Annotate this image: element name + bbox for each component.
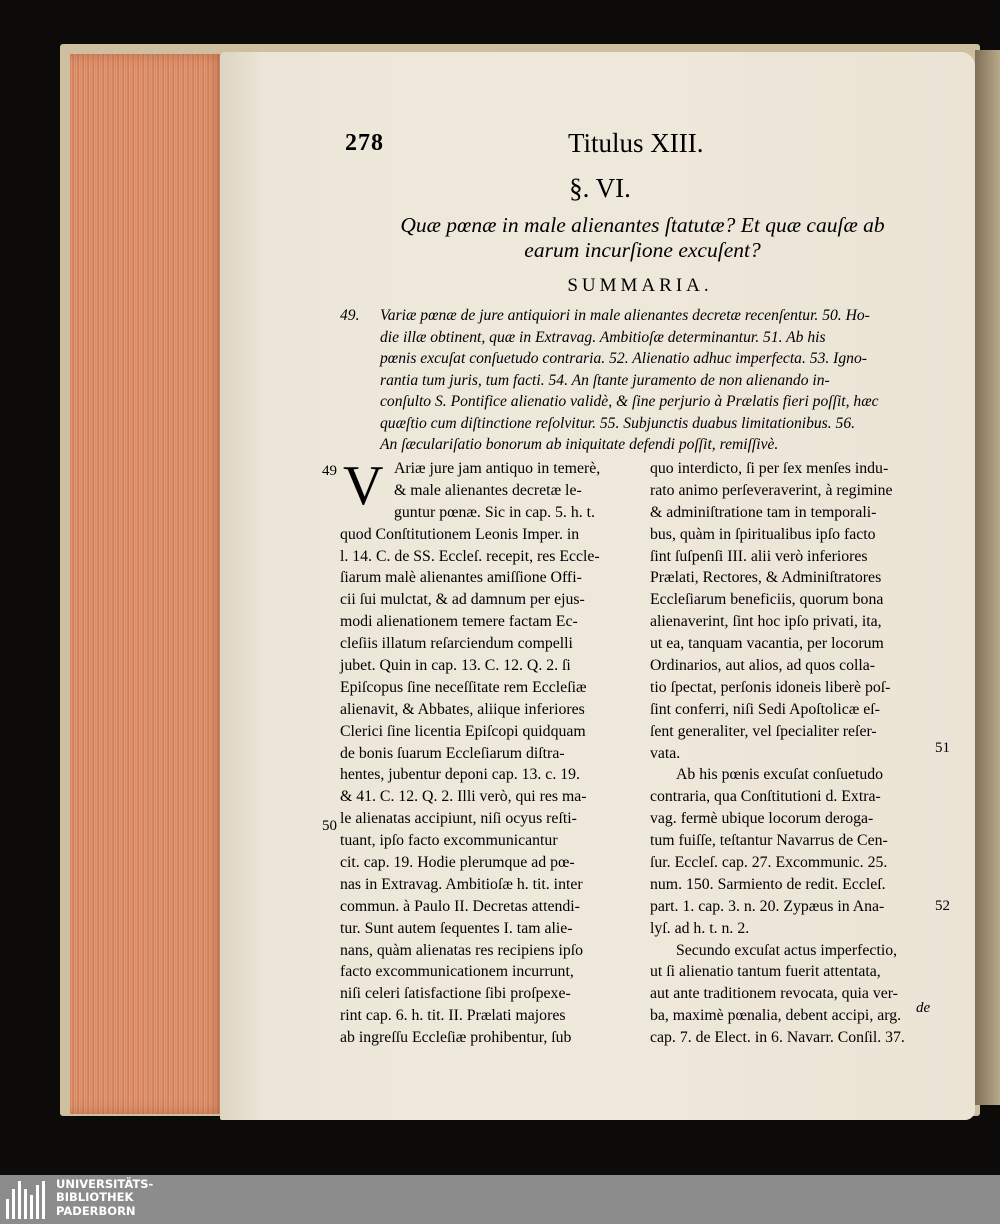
body-line: ab ingreſſu Eccleſiæ prohibentur, ſub [340, 1029, 572, 1047]
body-line: l. 14. C. de SS. Eccleſ. recepit, res Eccle- [340, 547, 600, 565]
summaria-line: pœnis excuſat conſuetudo contraria. 52. Alienatio adhuc imperfecta. 53. Igno- [380, 350, 867, 367]
body-line: nans, quàm alienatas res recipiens ipſo [340, 941, 584, 959]
body-line: tio ſpectat, perſonis idoneis liberè poſ- [650, 678, 891, 696]
body-line: rato animo perſeveraverint, à regimine [650, 481, 893, 499]
catchword: de [916, 1000, 931, 1016]
body-line: tuant, ipſo facto excommunicantur [340, 832, 558, 850]
summaria-line: die illæ obtinent, quæ in Extravag. Ambitioſæ determinantur. 51. Ab his [380, 328, 826, 346]
body-line: commun. à Paulo II. Decretas attendi- [340, 897, 580, 915]
body-line: & 41. C. 12. Q. 2. Illi verò, qui res ma- [340, 788, 587, 806]
body-line: Secundo excuſat actus imperfectio, [676, 941, 898, 959]
section-question-line: Quæ pœnæ in male alienantes ſtatutæ? Et quæ cauſæ ab [400, 213, 885, 237]
drop-cap: V [343, 455, 384, 517]
body-line: Clerici ſine licentia Epiſcopi quidquam [340, 722, 586, 740]
body-line: ſiarum malè alienantes amiſſione Offi- [340, 569, 582, 587]
body-line: cit. cap. 19. Hodie plerumque ad pœ- [340, 854, 575, 872]
library-name-line: PADERBORN [56, 1203, 136, 1218]
library-name [56, 1178, 153, 1218]
section-question-line: earum incurſione excuſent? [524, 238, 761, 262]
body-line: hentes, jubentur deponi cap. 13. c. 19. [340, 766, 580, 784]
body-line: tum fuiſſe, teſtantur Navarrus de Cen- [650, 832, 888, 850]
summaria-line: An ſæculariſatio bonorum ab iniquitate defendi poſſit, remiſſivè. [380, 436, 779, 453]
body-line: bus, quàm in ſpiritualibus ipſo facto [650, 525, 876, 543]
body-line: ut ſi alienatio tantum fuerit attentata, [650, 963, 881, 981]
body-line: tur. Sunt autem ſequentes I. tam alie- [340, 919, 573, 937]
body-line: niſi celeri ſatisfactione ſibi proſpexe- [340, 985, 571, 1003]
section-question [345, 213, 940, 263]
body-line: ut ea, tanquam vacantia, per locorum [650, 635, 884, 653]
body-line: Ariæ jure jam antiquo in temerè, [394, 460, 601, 477]
body-line: ſur. Eccleſ. cap. 27. Excommunic. 25. [650, 854, 888, 872]
library-name-line: BIBLIOTHEK [56, 1190, 134, 1205]
body-line: Prælati, Rectores, & Adminiſtratores [650, 569, 882, 587]
section-heading: §. VI. [569, 173, 631, 203]
summaria-paragraph [340, 305, 938, 456]
body-line: alienavit, & Abbates, aliique inferiores [340, 700, 585, 718]
library-barcode-icon [6, 1181, 54, 1219]
summaria-line: rantia tum juris, tum facti. 54. An ſtante juramento de non alienando in- [380, 371, 830, 389]
body-line: quo interdicto, ſi per ſex menſes indu- [650, 460, 889, 477]
body-line: Ab his pœnis excuſat conſuetudo [676, 766, 884, 784]
body-line: vata. [650, 744, 681, 762]
summaria-start-number: 49. [340, 307, 360, 324]
facing-page-edge [975, 50, 1000, 1105]
running-title: Titulus XIII. [568, 128, 704, 158]
body-line: quod Conſtitutionem Leonis Imper. in [340, 525, 580, 543]
right-text-column [650, 458, 936, 1049]
body-line: aut ante traditionem revocata, quia ver- [650, 985, 898, 1003]
body-line: cii ſui mulctat, & ad damnum per ejus- [340, 591, 585, 609]
body-line: ſint ſuſpenſi III. alii verò inferiores [650, 547, 868, 565]
body-line: part. 1. cap. 3. n. 20. Zypæus in Ana- [650, 897, 885, 915]
body-line: rint cap. 6. h. tit. II. Prælati majores [340, 1007, 566, 1025]
body-line: ſent generaliter, vel ſpecialiter reſer- [650, 722, 877, 740]
body-line: Epiſcopus ſine neceſſitate rem Eccleſiæ [340, 678, 587, 696]
margin-number-52: 52 [935, 898, 950, 914]
body-line: & male alienantes decretæ le- [394, 481, 582, 499]
body-line: cleſiis illatum reſarciendum compelli [340, 635, 573, 653]
library-name-line: UNIVERSITÄTS- [56, 1177, 154, 1191]
margin-number-51: 51 [935, 740, 950, 756]
body-line: num. 150. Sarmiento de redit. Eccleſ. [650, 875, 886, 893]
body-line: cap. 7. de Elect. in 6. Navarr. Conſil. 37. [650, 1029, 905, 1047]
body-line: vag. fermè ubique locorum deroga- [650, 810, 874, 828]
body-line: jubet. Quin in cap. 13. C. 12. Q. 2. ſi [340, 657, 571, 675]
body-line: alienaverint, ſint hoc ipſo privati, ita, [650, 613, 882, 631]
body-line: facto excommunicationem incurrunt, [340, 963, 574, 981]
page-block-edge [70, 54, 226, 1114]
body-line: ſint conferri, niſi Sedi Apoſtolicæ eſ- [650, 700, 880, 718]
summaria-heading: SUMMARIA. [567, 275, 713, 296]
summaria-line: Variæ pœnæ de jure antiquiori in male alienantes decretæ recenſentur. 50. Ho- [380, 307, 870, 324]
body-line: ba, maximè pœnalia, debent accipi, arg. [650, 1007, 902, 1025]
body-line: lyſ. ad h. t. n. 2. [650, 919, 750, 937]
margin-number-49: 49 [322, 463, 337, 479]
summaria-line: quæſtio cum diſtinctione reſolvitur. 55. Subjunctis duabus limitationibus. 56. [380, 414, 856, 432]
body-line: de bonis ſuarum Eccleſiarum diſtra- [340, 744, 565, 762]
body-line: guntur pœnæ. Sic in cap. 5. h. t. [394, 503, 595, 521]
body-line: contraria, qua Conſtitutioni d. Extra- [650, 788, 881, 806]
body-line: Ordinarios, aut alios, ad quos colla- [650, 657, 876, 675]
margin-number-50: 50 [322, 818, 337, 834]
body-line: Eccleſiarum beneficiis, quorum bona [650, 591, 884, 609]
body-line: & adminiſtratione tam in temporali- [650, 503, 877, 521]
body-line: nas in Extravag. Ambitioſæ h. tit. inter [340, 875, 583, 893]
summaria-line: conſulto S. Pontifice alienatio validè, & ſine perjurio à Prælatis fieri poſſit, hæc [380, 393, 879, 410]
body-line: modi alienationem temere factam Ec- [340, 613, 578, 631]
page-number: 278 [345, 130, 384, 156]
body-line: le alienatas accipiunt, niſi ocyus reſti- [340, 810, 577, 828]
left-text-column [340, 455, 635, 1049]
